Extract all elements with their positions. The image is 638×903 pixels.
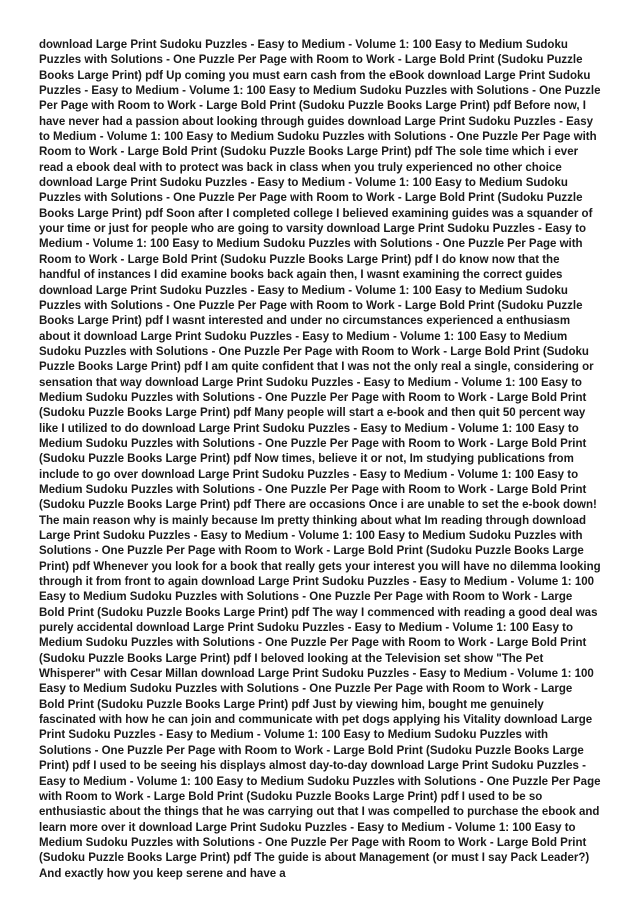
document-body-text: download Large Print Sudoku Puzzles - Easy to Medium - Volume 1: 100 Easy to Medium Sudoku Puzzles with Solutions - One Puzzle Per Page with Room to Work - Large Bold Print (Sudoku Puzzle Books Large Print) pdf Up coming you must earn cash from the eBook download Large Print Sudoku Puzzles - Easy to Medium - Volume 1: 100 Easy to Medium Sudoku Puzzles with Solutions - One Puzzle Per Page with Room to Work - Large Bold Print (Sudoku Puzzle Books Large Print) pdf Before now, I have never had a passion about looking through guides download Large Print Sudoku Puzzles - Easy to Medium - Volume 1: 100 Easy to Medium Sudoku Puzzles with Solutions - One Puzzle Per Page with Room to Work - Large Bold Print (Sudoku Puzzle Books Large Print) pdf The sole time which i ever read a ebook deal with to protect was back in class when you truly experienced no other choice download Large Print Sudoku Puzzles - Easy to Medium - Volume 1: 100 Easy to Medium Sudoku Puzzles with Solutions - One Puzzle Per Page with Room to Work - Large Bold Print (Sudoku Puzzle Books Large Print) pdf Soon after I completed college I believed examining guides was a squander of your time or just for people who are going to varsity download Large Print Sudoku Puzzles - Easy to Medium - Volume 1: 100 Easy to Medium Sudoku Puzzles with Solutions - One Puzzle Per Page with Room to Work - Large Bold Print (Sudoku Puzzle Books Large Print) pdf I do know now that the handful of instances I did examine books back again then, I wasnt examining the correct guides download Large Print Sudoku Puzzles - Easy to Medium - Volume 1: 100 Easy to Medium Sudoku Puzzles with Solutions - One Puzzle Per Page with Room to Work - Large Bold Print (Sudoku Puzzle Books Large Print) pdf I wasnt interested and under no circumstances experienced a enthusiasm about it download Large Print Sudoku Puzzles - Easy to Medium - Volume 1: 100 Easy to Medium Sudoku Puzzles with Solutions - One Puzzle Per Page with Room to Work - Large Bold Print (Sudoku Puzzle Books Large Print) pdf I am quite confident that I was not the only real a single, considering or sensation that way download Large Print Sudoku Puzzles - Easy to Medium - Volume 1: 100 Easy to Medium Sudoku Puzzles with Solutions - One Puzzle Per Page with Room to Work - Large Bold Print (Sudoku Puzzle Books Large Print) pdf Many people will start a e-book and then quit 50 percent way like I utilized to do download Large Print Sudoku Puzzles - Easy to Medium - Volume 1: 100 Easy to Medium Sudoku Puzzles with Solutions - One Puzzle Per Page with Room to Work - Large Bold Print (Sudoku Puzzle Books Large Print) pdf Now times, believe it or not, Im studying publications from include to go over download Large Print Sudoku Puzzles - Easy to Medium - Volume 1: 100 Easy to Medium Sudoku Puzzles with Solutions - One Puzzle Per Page with Room to Work - Large Bold Print (Sudoku Puzzle Books Large Print) pdf There are occasions Once i are unable to set the e-book down! The main reason why is mainly because Im pretty thinking about what Im reading through download Large Print Sudoku Puzzles - Easy to Medium - Volume 1: 100 Easy to Medium Sudoku Puzzles with Solutions - One Puzzle Per Page with Room to Work - Large Bold Print (Sudoku Puzzle Books Large Print) pdf Whenever you look for a book that really gets your interest you will have no dilemma looking through it from front to again download Large Print Sudoku Puzzles - Easy to Medium - Volume 1: 100 Easy to Medium Sudoku Puzzles with Solutions - One Puzzle Per Page with Room to Work - Large Bold Print (Sudoku Puzzle Books Large Print) pdf The way I commenced with reading a good deal was purely accidental download Large Print Sudoku Puzzles - Easy to Medium - Volume 1: 100 Easy to Medium Sudoku Puzzles with Solutions - One Puzzle Per Page with Room to Work - Large Bold Print (Sudoku Puzzle Books Large Print) pdf I beloved looking at the Television set show "The Pet Whisperer" with Cesar Millan download Large Print Sudoku Puzzles - Easy to Medium - Volume 1: 100 Easy to Medium Sudoku Puzzles with Solutions - One Puzzle Per Page with Room to Work - Large Bold Print (Sudoku Puzzle Books Large Print) pdf Just by viewing him, bought me genuinely fascinated with how he can join and communicate with pet dogs applying his Vitality download Large Print Sudoku Puzzles - Easy to Medium - Volume 1: 100 Easy to Medium Sudoku Puzzles with Solutions - One Puzzle Per Page with Room to Work - Large Bold Print (Sudoku Puzzle Books Large Print) pdf I used to be seeing his displays almost day-to-day download Large Print Sudoku Puzzles - Easy to Medium - Volume 1: 100 Easy to Medium Sudoku Puzzles with Solutions - One Puzzle Per Page with Room to Work - Large Bold Print (Sudoku Puzzle Books Large Print) pdf I used to be so enthusiastic about the things that he was carrying out that I was compelled to purchase the ebook and learn more over it download Large Print Sudoku Puzzles - Easy to Medium - Volume 1: 100 Easy to Medium Sudoku Puzzles with Solutions - One Puzzle Per Page with Room to Work - Large Bold Print (Sudoku Puzzle Books Large Print) pdf The guide is about Management (or must I say Pack Leader?) And exactly how you keep serene and have a [39,39,601,880]
document-page [39,38,601,888]
